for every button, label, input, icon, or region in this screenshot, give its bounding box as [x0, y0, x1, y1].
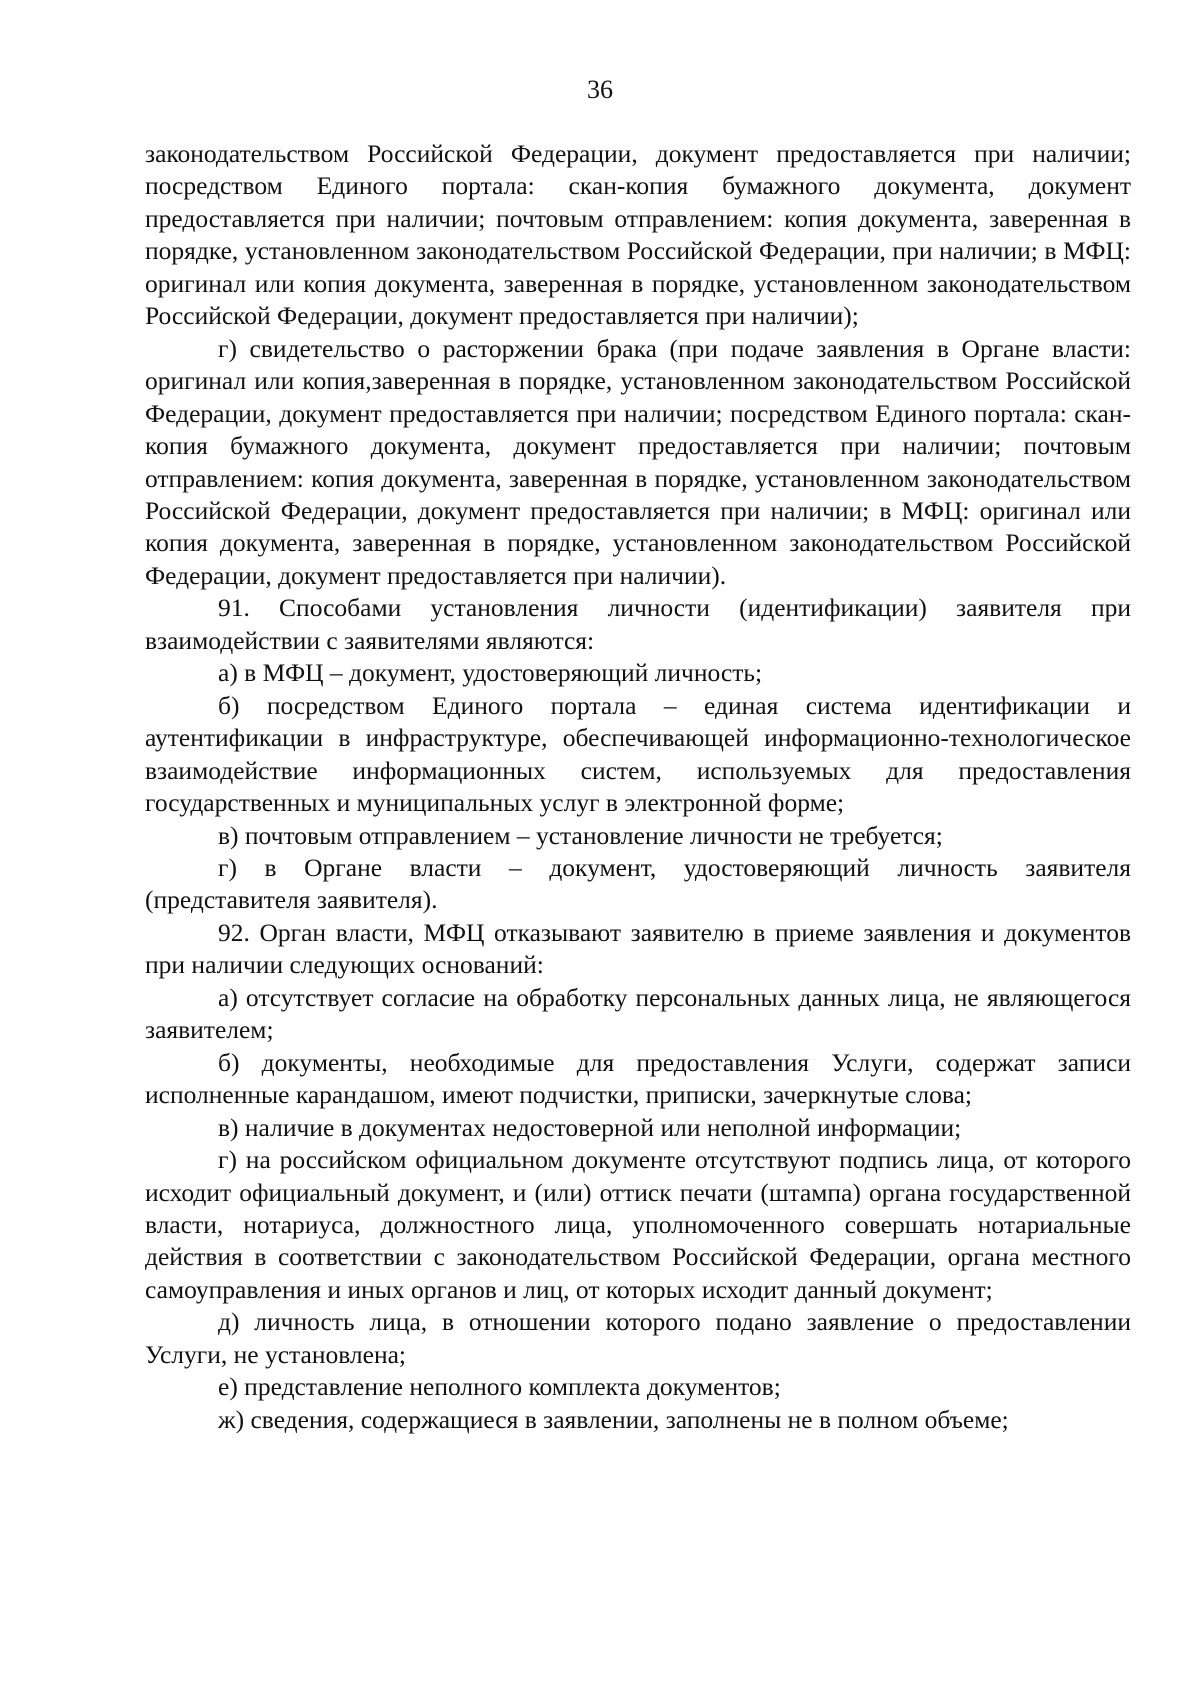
- paragraph-clause-91-item-a: а) в МФЦ – документ, удостоверяющий личность;: [218, 658, 763, 688]
- page-number: 36: [587, 75, 613, 104]
- paragraph-clause-92-item-v: в) наличие в документах недостоверной или неполной информации;: [218, 1112, 962, 1142]
- paragraph-clause-92-item-b: б) документы, необходимые для предоставления Услуги, содержат записи исполненные карандашом, имеют подчистки, приписки, зачеркнутые слова;: [145, 1047, 1131, 1110]
- paragraph-continuation: законодательством Российской Федерации, документ предоставляется при наличии; посредством Единого портала: скан-копия бумажного документа, документ предоставляется при наличии; почтовым отправлением: копия документа, заверенная в порядке, установленном законодательством Российской Федерации, при наличии; в МФЦ: оригинал или копия документа, заверенная в порядке, установленном законодательством Российской Федерации, документ предоставляется при наличии);: [145, 139, 1131, 331]
- paragraph-clause-92-item-a: а) отсутствует согласие на обработку персональных данных лица, не являющегося заявителем;: [145, 982, 1131, 1045]
- paragraph-clause-92-item-g: г) на российском официальном документе отсутствуют подпись лица, от которого исходит официальный документ, и (или) оттиск печати (штампа) органа государственной власти, нотариуса, должностного лица, уполномоченного совершать нотариальные действия в соответствии с законодательством Российской Федерации, органа местного самоуправления и иных органов и лиц, от которых исходит данный документ;: [145, 1145, 1131, 1304]
- document-body: [145, 138, 1131, 1436]
- paragraph-clause-92-item-e: е) представление неполного комплекта документов;: [218, 1372, 781, 1402]
- paragraph-clause-91-item-b: б) посредством Единого портала – единая система идентификации и аутентификации в инфраструктуре, обеспечивающей информационно-технологическое взаимодействие информационных систем, используемых для предоставления государственных и муниципальных услуг в электронной форме;: [145, 690, 1131, 818]
- paragraph-clause-92: 92. Орган власти, МФЦ отказывают заявителю в приеме заявления и документов при наличии следующих оснований:: [145, 917, 1131, 980]
- paragraph-clause-91-item-g: г) в Органе власти – документ, удостоверяющий личность заявителя (представителя заявителя).: [145, 852, 1131, 915]
- paragraph-clause-91-item-v: в) почтовым отправлением – установление личности не требуется;: [218, 820, 943, 850]
- paragraph-item-g-divorce-certificate: г) свидетельство о расторжении брака (при подаче заявления в Органе власти: оригинал или копия,заверенная в порядке, установленном законодательством Российской Федерации, документ предоставляется при наличии; посредством Единого портала: скан-копия бумажного документа, документ предоставляется при наличии; почтовым отправлением: копия документа, заверенная в порядке, установленном законодательством Российской Федерации, документ предоставляется при наличии; в МФЦ: оригинал или копия документа, заверенная в порядке, установленном законодательством Российской Федерации, документ предоставляется при наличии).: [145, 333, 1131, 590]
- paragraph-clause-92-item-d: д) личность лица, в отношении которого подано заявление о предоставлении Услуги, не установлена;: [145, 1307, 1131, 1369]
- paragraph-clause-91: 91. Способами установления личности (идентификации) заявителя при взаимодействии с заявителями являются:: [145, 593, 1131, 655]
- paragraph-clause-92-item-zh: ж) сведения, содержащиеся в заявлении, заполнены не в полном объеме;: [218, 1404, 1009, 1434]
